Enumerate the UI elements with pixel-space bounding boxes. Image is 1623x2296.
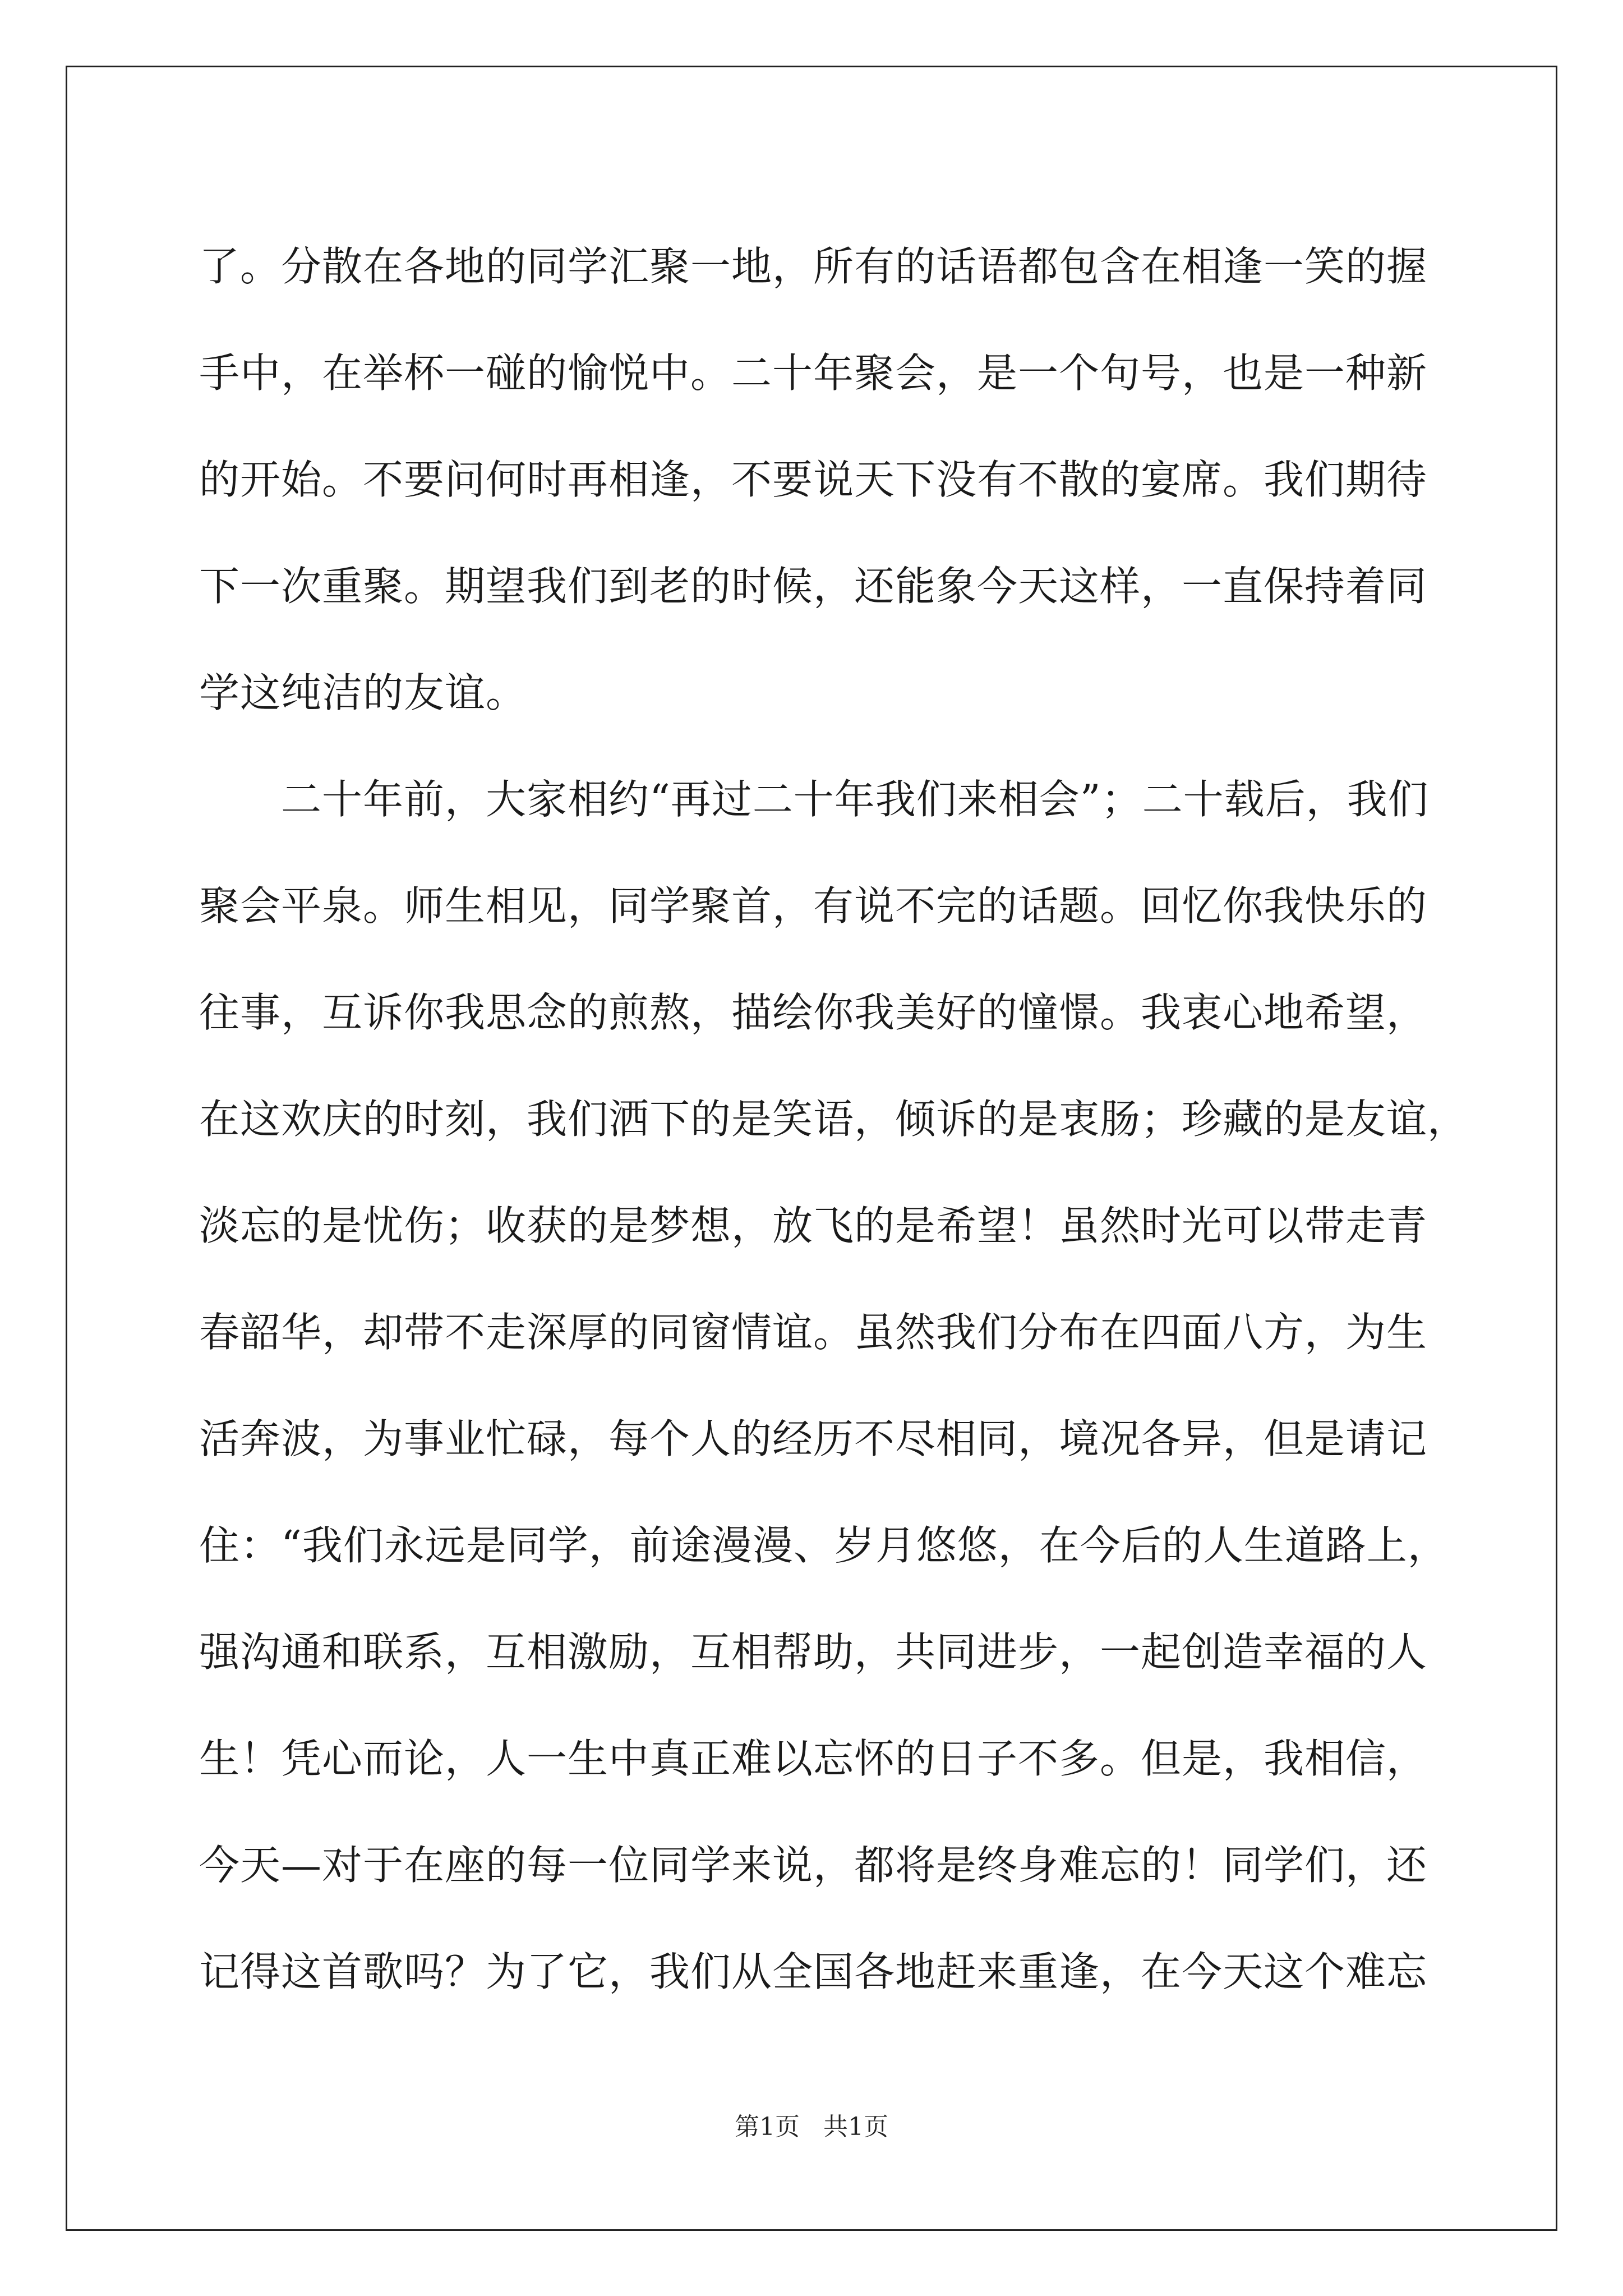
text-line: 生！凭心而论，人一生中真正难以忘怀的日子不多。但是，我相信， — [199, 1735, 1428, 1782]
text-line: 今天—对于在座的每一位同学来说，都将是终身难忘的！同学们，还 — [199, 1842, 1428, 1889]
paragraph-2 — [199, 746, 1469, 2025]
text-line: 强沟通和联系，互相激励，互相帮助，共同进步，一起创造幸福的人 — [199, 1628, 1428, 1676]
text-line: 淡忘的是忧伤；收获的是梦想，放飞的是希望！虽然时光可以带走青 — [199, 1202, 1428, 1249]
text-line: 学这纯洁的友谊。 — [199, 669, 527, 716]
text-line: 记得这首歌吗？为了它，我们从全国各地赶来重逢，在今天这个难忘 — [199, 1948, 1428, 1995]
document-body — [199, 213, 1469, 2025]
text-line: 二十年前，大家相约“再过二十年我们来相会”；二十载后，我们 — [199, 776, 1429, 823]
text-line: 手中，在举杯一碰的愉悦中。二十年聚会，是一个句号，也是一种新 — [199, 349, 1428, 397]
text-line: 春韶华，却带不走深厚的同窗情谊。虽然我们分布在四面八方，为生 — [199, 1309, 1428, 1356]
text-line: 往事，互诉你我思念的煎熬，描绘你我美好的憧憬。我衷心地希望， — [199, 989, 1428, 1036]
text-line: 的开始。不要问何时再相逢，不要说天下没有不散的宴席。我们期待 — [199, 456, 1428, 503]
text-line: 了。分散在各地的同学汇聚一地，所有的话语都包含在相逢一笑的握 — [199, 243, 1428, 290]
text-line: 聚会平泉。师生相见，同学聚首，有说不完的话题。回忆你我快乐的 — [199, 882, 1428, 930]
text-line: 在这欢庆的时刻，我们洒下的是笑语，倾诉的是衷肠；珍藏的是友谊， — [199, 1096, 1469, 1143]
text-line: 下一次重聚。期望我们到老的时候，还能象今天这样，一直保持着同 — [199, 563, 1428, 610]
paragraph-1 — [199, 213, 1441, 746]
text-line: 住：“我们永远是同学，前途漫漫、岁月悠悠，在今后的人生道路上， — [199, 1522, 1449, 1569]
page-number-footer: 第1页 共1页 — [735, 2113, 888, 2141]
text-line: 活奔波，为事业忙碌，每个人的经历不尽相同，境况各异，但是请记 — [199, 1415, 1428, 1462]
